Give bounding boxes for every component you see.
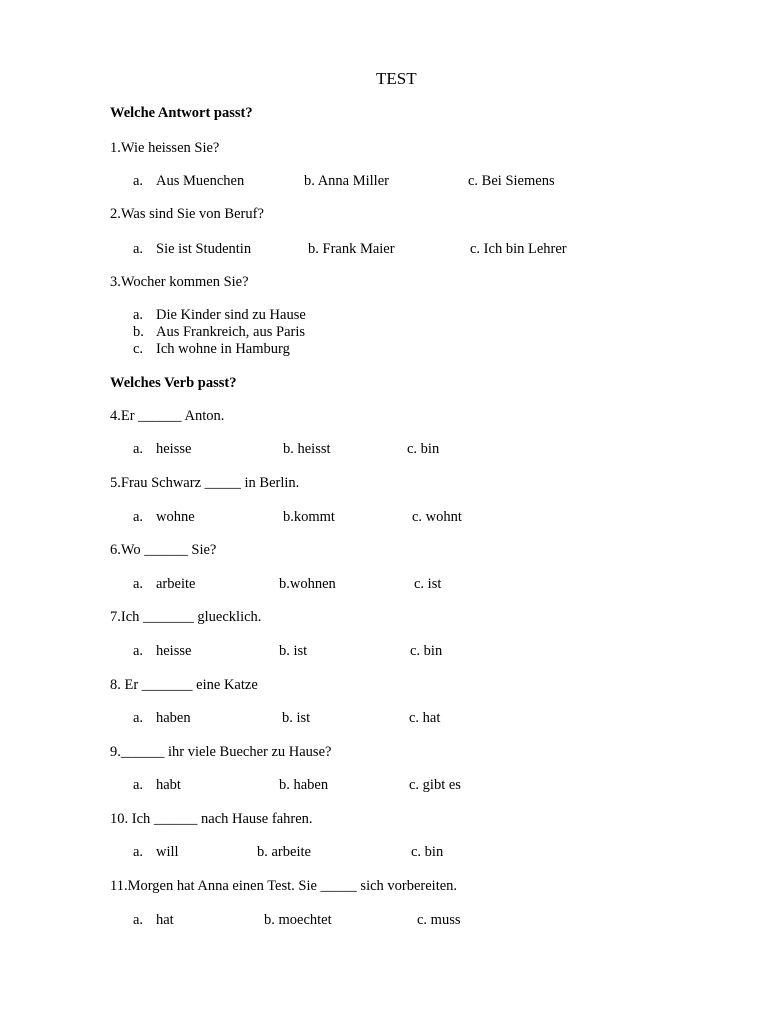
question-3-option-c-marker: c. (133, 341, 144, 357)
question-10-option-c: c. bin (411, 844, 444, 860)
question-9-option-a: habt (156, 777, 181, 793)
question-3-option-c: Ich wohne in Hamburg (156, 341, 290, 357)
question-2: 2.Was sind Sie von Beruf? (110, 206, 264, 222)
section-heading-2: Welches Verb passt? (110, 375, 237, 391)
question-5-option-a: wohne (156, 509, 195, 525)
question-3-option-a: Die Kinder sind zu Hause (156, 307, 306, 323)
question-5-option-b: b.kommt (283, 509, 335, 525)
question-8-option-a: haben (156, 710, 191, 726)
question-8-option-a-marker: a. (133, 710, 144, 726)
question-4-option-c: c. bin (407, 441, 440, 457)
question-6-option-a: arbeite (156, 576, 196, 592)
question-8: 8. Er _______ eine Katze (110, 677, 258, 693)
question-3-option-a-marker: a. (133, 307, 144, 323)
question-8-option-b: b. ist (282, 710, 311, 726)
question-1: 1.Wie heissen Sie? (110, 140, 220, 156)
question-8-option-c: c. hat (409, 710, 441, 726)
question-9-option-a-marker: a. (133, 777, 144, 793)
question-4-option-b: b. heisst (283, 441, 331, 457)
question-11-option-a-marker: a. (133, 912, 144, 928)
question-9-option-c: c. gibt es (409, 777, 461, 793)
question-6-option-c: c. ist (414, 576, 442, 592)
question-3: 3.Wocher kommen Sie? (110, 274, 249, 290)
question-1-option-b: b. Anna Miller (304, 173, 389, 189)
question-3-option-b-marker: b. (133, 324, 144, 340)
question-7-option-a-marker: a. (133, 643, 144, 659)
section-heading-1: Welche Antwort passt? (110, 105, 253, 121)
question-11: 11.Morgen hat Anna einen Test. Sie _____ sich vorbereiten. (110, 878, 458, 894)
question-9: 9.______ ihr viele Buecher zu Hause? (110, 744, 332, 760)
question-6-option-a-marker: a. (133, 576, 144, 592)
question-9-option-b: b. haben (279, 777, 329, 793)
question-10-option-a: will (156, 844, 179, 860)
question-4-option-a-marker: a. (133, 441, 144, 457)
question-2-option-a: Sie ist Studentin (156, 241, 252, 257)
question-5-option-a-marker: a. (133, 509, 144, 525)
question-4-option-a: heisse (156, 441, 192, 457)
question-7-option-a: heisse (156, 643, 192, 659)
question-10-option-b: b. arbeite (257, 844, 311, 860)
page-title: TEST (376, 69, 417, 88)
question-2-option-a-marker: a. (133, 241, 144, 257)
question-3-option-b: Aus Frankreich, aus Paris (156, 324, 306, 340)
question-1-option-a-marker: a. (133, 173, 144, 189)
question-7-option-b: b. ist (279, 643, 308, 659)
question-7-option-c: c. bin (410, 643, 443, 659)
question-11-option-a: hat (156, 912, 174, 928)
question-10: 10. Ich ______ nach Hause fahren. (110, 811, 313, 827)
question-11-option-b: b. moechtet (264, 912, 332, 928)
question-2-option-b: b. Frank Maier (308, 241, 395, 257)
question-11-option-c: c. muss (417, 912, 461, 928)
question-5-option-c: c. wohnt (412, 509, 462, 525)
question-2-option-c: c. Ich bin Lehrer (470, 241, 567, 257)
question-1-option-a: Aus Muenchen (156, 173, 245, 189)
question-5: 5.Frau Schwarz _____ in Berlin. (110, 475, 300, 491)
question-1-option-c: c. Bei Siemens (468, 173, 555, 189)
question-6: 6.Wo ______ Sie? (110, 542, 217, 558)
question-4: 4.Er ______ Anton. (110, 408, 225, 424)
question-6-option-b: b.wohnen (279, 576, 336, 592)
question-7: 7.Ich _______ gluecklich. (110, 609, 262, 625)
question-10-option-a-marker: a. (133, 844, 144, 860)
